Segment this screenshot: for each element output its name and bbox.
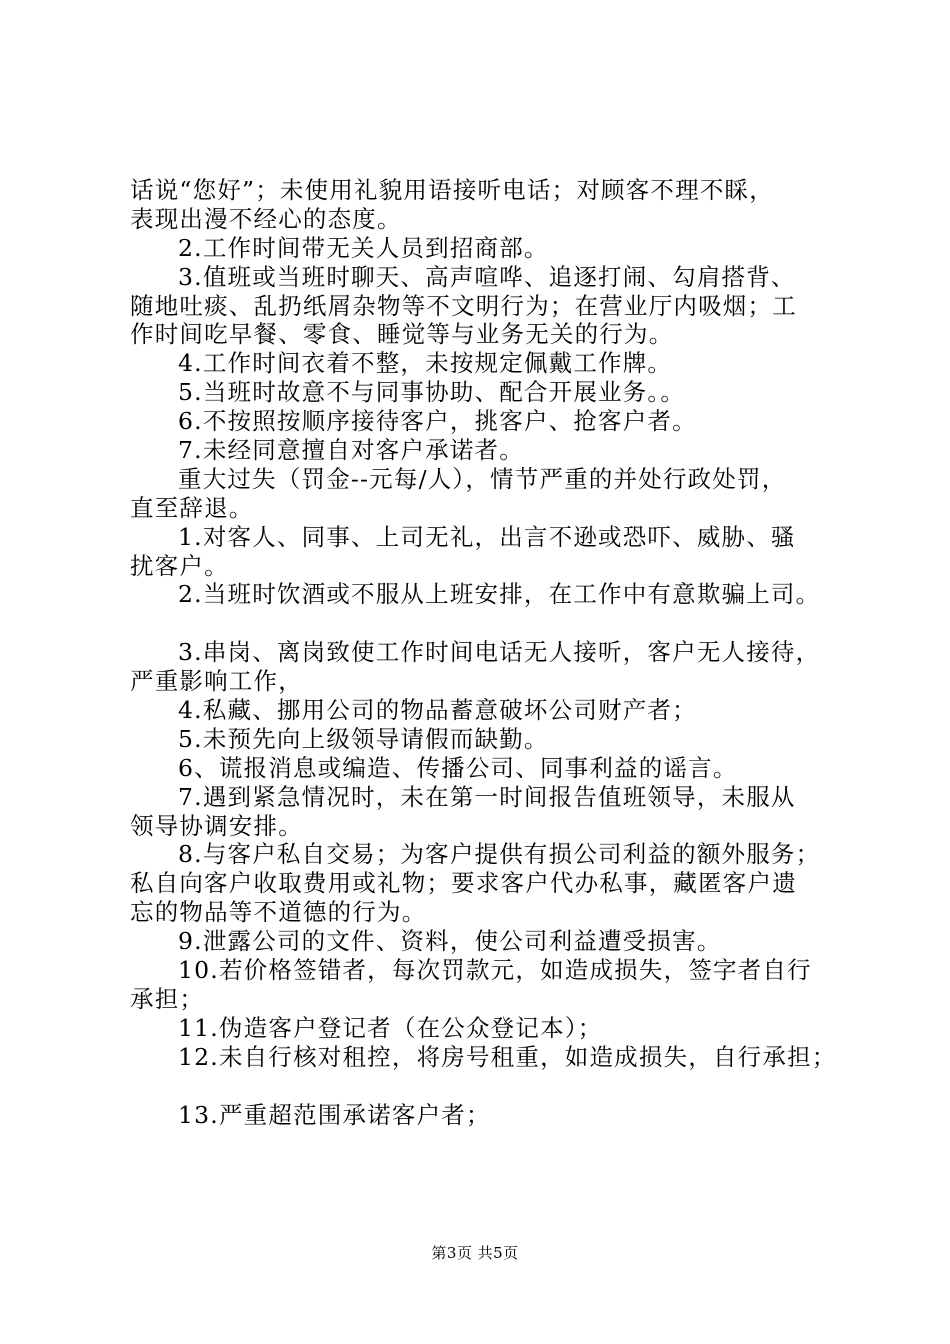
text-line: 6.不按照按顺序接待客户，挑客户、抢客户者。 — [178, 407, 697, 436]
blank-line — [130, 609, 850, 638]
text-line: 1.对客人、同事、上司无礼，出言不逊或恐吓、威胁、骚 — [178, 522, 796, 551]
blank-line — [130, 1072, 850, 1101]
section-heading: 重大过失（罚金--元每/人），情节严重的并处行政处罚， — [178, 464, 787, 493]
text-line: 5.当班时故意不与同事协助、配合开展业务。。 — [178, 378, 686, 407]
text-line: 4.私藏、挪用公司的物品蓄意破坏公司财产者； — [178, 696, 697, 725]
text-line: 私自向客户收取费用或礼物；要求客户代办私事，藏匿客户遗 — [130, 869, 797, 898]
text-line: 9.泄露公司的文件、资料，使公司利益遭受损害。 — [178, 927, 722, 956]
text-line: 承担； — [130, 984, 205, 1013]
text-line: 7.未经同意擅自对客户承诺者。 — [178, 436, 524, 465]
text-line: 12.未自行核对租控，将房号租重，如造成损失，自行承担； — [178, 1042, 837, 1071]
text-line: 10.若价格签错者，每次罚款元，如造成损失，签字者自行 — [178, 956, 812, 985]
page-number-footer: 第3页 共5页 — [431, 1244, 519, 1262]
text-line: 11.伪造客户登记者（在公众登记本）； — [178, 1013, 603, 1042]
text-line: 8.与客户私自交易；为客户提供有损公司利益的额外服务； — [178, 840, 821, 869]
text-line: 扰客户。 — [130, 551, 229, 580]
text-line: 4.工作时间衣着不整，未按规定佩戴工作牌。 — [178, 349, 673, 378]
document-body — [130, 176, 850, 1129]
text-line: 随地吐痰、乱扔纸屑杂物等不文明行为；在营业厅内吸烟；工 — [130, 291, 797, 320]
text-line: 6、谎报消息或编造、传播公司、同事利益的谣言。 — [178, 753, 738, 782]
text-line: 7.遇到紧急情况时，未在第一时间报告值班领导，未服从 — [178, 782, 796, 811]
text-line: 严重影响工作， — [130, 667, 303, 696]
text-line: 13.严重超范围承诺客户者； — [178, 1100, 491, 1129]
text-line: 直至辞退。 — [130, 493, 254, 522]
text-line: 2.工作时间带无关人员到招商部。 — [178, 233, 549, 262]
text-line: 表现出漫不经心的态度。 — [130, 204, 402, 233]
text-line: 作时间吃早餐、零食、睡觉等与业务无关的行为。 — [130, 320, 674, 349]
text-line: 忘的物品等不道德的行为。 — [130, 898, 427, 927]
text-line: 领导协调安排。 — [130, 811, 303, 840]
text-line: 话说“您好”；未使用礼貌用语接听电话；对顾客不理不睬， — [130, 176, 774, 204]
text-line: 2.当班时饮酒或不服从上班安排，在工作中有意欺骗上司。 — [178, 580, 821, 609]
text-line: 5.未预先向上级领导请假而缺勤。 — [178, 724, 549, 753]
text-line: 3.值班或当班时聊天、高声喧哗、追逐打闹、勾肩搭背、 — [178, 262, 796, 291]
text-line: 3.串岗、离岗致使工作时间电话无人接听，客户无人接待， — [178, 638, 821, 667]
